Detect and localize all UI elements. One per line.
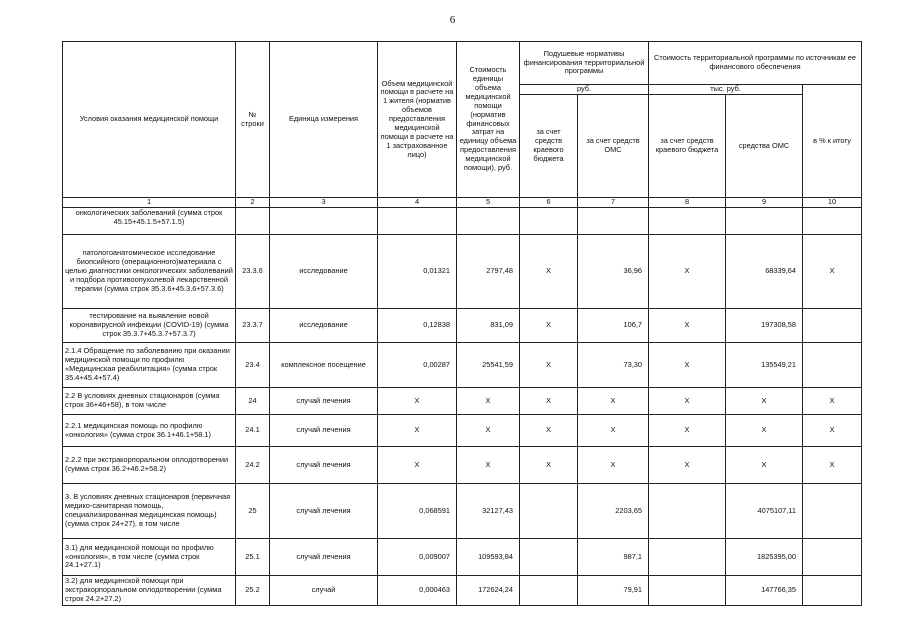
column-index: 2 <box>236 198 270 208</box>
row-regional-budget-total: Х <box>649 235 726 309</box>
row-regional-budget: Х <box>520 447 578 484</box>
row-percent <box>803 484 862 539</box>
row-number: 25.2 <box>236 576 270 606</box>
row-percent: Х <box>803 447 862 484</box>
row-percent: Х <box>803 415 862 447</box>
table-row <box>63 309 862 343</box>
row-volume: 0,01321 <box>378 235 457 309</box>
row-volume: Х <box>378 447 457 484</box>
row-percent <box>803 309 862 343</box>
row-volume <box>378 208 457 235</box>
row-unit: случай лечения <box>270 388 378 415</box>
row-oms-total: Х <box>726 447 803 484</box>
row-regional-budget <box>520 484 578 539</box>
row-oms: 987,1 <box>578 539 649 576</box>
row-unit: случай лечения <box>270 484 378 539</box>
row-oms-total: Х <box>726 388 803 415</box>
row-description: тестирование на выявление новой коронавирусной инфекции (COVID-19) (сумма строк 35.3.7+45.3.7+57.3.7) <box>63 309 236 343</box>
row-unit: случай <box>270 576 378 606</box>
row-volume: 0,12838 <box>378 309 457 343</box>
row-volume: 0,00287 <box>378 343 457 388</box>
header-volume: Объем медицинской помощи в расчете на 1 жителя (норматив объемов предоставления медицинской помощи в расчете на 1 застрахованное лицо) <box>378 42 457 198</box>
row-oms: 2203,65 <box>578 484 649 539</box>
row-oms-total: 4075107,11 <box>726 484 803 539</box>
row-description: 2.2.2 при экстракорпоральном оплодотворении (сумма строк 36.2+46.2+58.2) <box>63 447 236 484</box>
row-description: 3.2) для медицинской помощи при экстракорпоральном оплодотворении (сумма строк 24.2+27.2) <box>63 576 236 606</box>
row-unit-cost: 109593,84 <box>457 539 520 576</box>
row-number: 25.1 <box>236 539 270 576</box>
row-volume: Х <box>378 388 457 415</box>
row-description: 2.2 В условиях дневных стационаров (сумма строк 36+46+58), в том числе <box>63 388 236 415</box>
row-oms: Х <box>578 447 649 484</box>
row-unit-cost: 25541,59 <box>457 343 520 388</box>
column-index: 8 <box>649 198 726 208</box>
row-oms-total: 68339,64 <box>726 235 803 309</box>
row-oms: 79,91 <box>578 576 649 606</box>
row-regional-budget: Х <box>520 388 578 415</box>
row-regional-budget-total <box>649 208 726 235</box>
row-unit <box>270 208 378 235</box>
row-oms: Х <box>578 388 649 415</box>
column-index: 10 <box>803 198 862 208</box>
row-regional-budget <box>520 208 578 235</box>
row-unit-cost: 2797,48 <box>457 235 520 309</box>
row-oms: 36,96 <box>578 235 649 309</box>
row-unit: случай лечения <box>270 539 378 576</box>
column-index-row <box>63 198 862 208</box>
header-regional-budget-total: за счет средств краевого бюджета <box>649 95 726 198</box>
row-regional-budget-total: Х <box>649 388 726 415</box>
header-regional-budget: за счет средств краевого бюджета <box>520 95 578 198</box>
row-oms: 73,30 <box>578 343 649 388</box>
header-program-cost: Стоимость территориальной программы по источникам ее финансового обеспечения <box>649 42 862 85</box>
row-unit-cost: 831,09 <box>457 309 520 343</box>
row-regional-budget-total <box>649 576 726 606</box>
row-percent <box>803 539 862 576</box>
row-oms-total: Х <box>726 415 803 447</box>
header-unit-rub: руб. <box>520 85 649 95</box>
row-regional-budget: Х <box>520 309 578 343</box>
row-description: 2.1.4 Обращение по заболеванию при оказании медицинской помощи по профилю «Медицинская реабилитация» (сумма строк 35.4+45.4+57.4) <box>63 343 236 388</box>
row-regional-budget-total: Х <box>649 309 726 343</box>
row-regional-budget-total: Х <box>649 343 726 388</box>
header-unit-cost: Стоимость единицы объема медицинской помощи (норматив финансовых затрат на единицу объема предоставления медицинской помощи), руб. <box>457 42 520 198</box>
row-percent: Х <box>803 235 862 309</box>
row-oms-total: 147766,35 <box>726 576 803 606</box>
row-oms: Х <box>578 415 649 447</box>
table-row <box>63 576 862 606</box>
header-oms-total: средства ОМС <box>726 95 803 198</box>
row-percent <box>803 576 862 606</box>
row-regional-budget: Х <box>520 415 578 447</box>
row-regional-budget: Х <box>520 343 578 388</box>
header-row-number: № строки <box>236 42 270 198</box>
row-number <box>236 208 270 235</box>
row-description: 3. В условиях дневных стационаров (первичная медико-санитарная помощь, специализированная медицинская помощь) (сумма строк 24+27), в том числе <box>63 484 236 539</box>
row-regional-budget-total <box>649 484 726 539</box>
row-volume: 0,009007 <box>378 539 457 576</box>
table-row <box>63 447 862 484</box>
row-number: 24.2 <box>236 447 270 484</box>
row-description: 3.1) для медицинской помощи по профилю «онкология», в том числе (сумма строк 24.1+27.1) <box>63 539 236 576</box>
column-index: 5 <box>457 198 520 208</box>
table-row <box>63 539 862 576</box>
row-unit-cost: Х <box>457 447 520 484</box>
row-volume: Х <box>378 415 457 447</box>
row-regional-budget-total: Х <box>649 447 726 484</box>
row-volume: 0,000463 <box>378 576 457 606</box>
row-oms-total <box>726 208 803 235</box>
page-number: 6 <box>449 14 456 26</box>
row-unit-cost: Х <box>457 388 520 415</box>
column-index: 4 <box>378 198 457 208</box>
column-index: 1 <box>63 198 236 208</box>
header-unit-thous-rub: тыс. руб. <box>649 85 803 95</box>
row-regional-budget: Х <box>520 235 578 309</box>
header-oms: за счет средств ОМС <box>578 95 649 198</box>
row-volume: 0,068591 <box>378 484 457 539</box>
row-unit-cost: 172624,24 <box>457 576 520 606</box>
row-regional-budget-total <box>649 539 726 576</box>
row-description: патологоанатомическое исследование биопсийного (операционного)материала с целью диагностики онкологических заболеваний и подбора противоопухолевой лекарственной терапии (сумма строк 35.3.6+45.3.6+57.3.6) <box>63 235 236 309</box>
row-number: 23.4 <box>236 343 270 388</box>
table-row <box>63 343 862 388</box>
row-percent: Х <box>803 388 862 415</box>
row-percent <box>803 343 862 388</box>
row-description: 2.2.1 медицинская помощь по профилю «онкология» (сумма строк 36.1+46.1+58.1) <box>63 415 236 447</box>
header-per-capita: Подушевые нормативы финансирования территориальной программы <box>520 42 649 85</box>
header-conditions: Условия оказания медицинской помощи <box>63 42 236 198</box>
table-row <box>63 388 862 415</box>
table-row <box>63 415 862 447</box>
row-unit: комплексное посещение <box>270 343 378 388</box>
row-regional-budget-total: Х <box>649 415 726 447</box>
header-unit: Единица измерения <box>270 42 378 198</box>
row-unit-cost <box>457 208 520 235</box>
table-row <box>63 235 862 309</box>
row-unit: случай лечения <box>270 447 378 484</box>
row-regional-budget <box>520 539 578 576</box>
column-index: 6 <box>520 198 578 208</box>
row-unit-cost: Х <box>457 415 520 447</box>
table-row <box>63 484 862 539</box>
row-percent <box>803 208 862 235</box>
table-row <box>63 208 862 235</box>
row-number: 24.1 <box>236 415 270 447</box>
medical-care-cost-table <box>62 41 862 606</box>
row-unit: исследование <box>270 235 378 309</box>
row-number: 25 <box>236 484 270 539</box>
column-index: 9 <box>726 198 803 208</box>
row-unit: исследование <box>270 309 378 343</box>
row-oms-total: 1825395,00 <box>726 539 803 576</box>
column-index: 3 <box>270 198 378 208</box>
row-regional-budget <box>520 576 578 606</box>
row-number: 24 <box>236 388 270 415</box>
row-number: 23.3.7 <box>236 309 270 343</box>
header-percent: в % к итогу <box>803 85 862 198</box>
row-oms <box>578 208 649 235</box>
row-oms-total: 197308,58 <box>726 309 803 343</box>
row-unit-cost: 32127,43 <box>457 484 520 539</box>
column-index: 7 <box>578 198 649 208</box>
row-oms-total: 135549,21 <box>726 343 803 388</box>
row-oms: 106,7 <box>578 309 649 343</box>
row-number: 23.3.6 <box>236 235 270 309</box>
row-description: онкологических заболеваний (сумма строк 45.15+45.1.5+57.1.5) <box>63 208 236 235</box>
row-unit: случай лечения <box>270 415 378 447</box>
